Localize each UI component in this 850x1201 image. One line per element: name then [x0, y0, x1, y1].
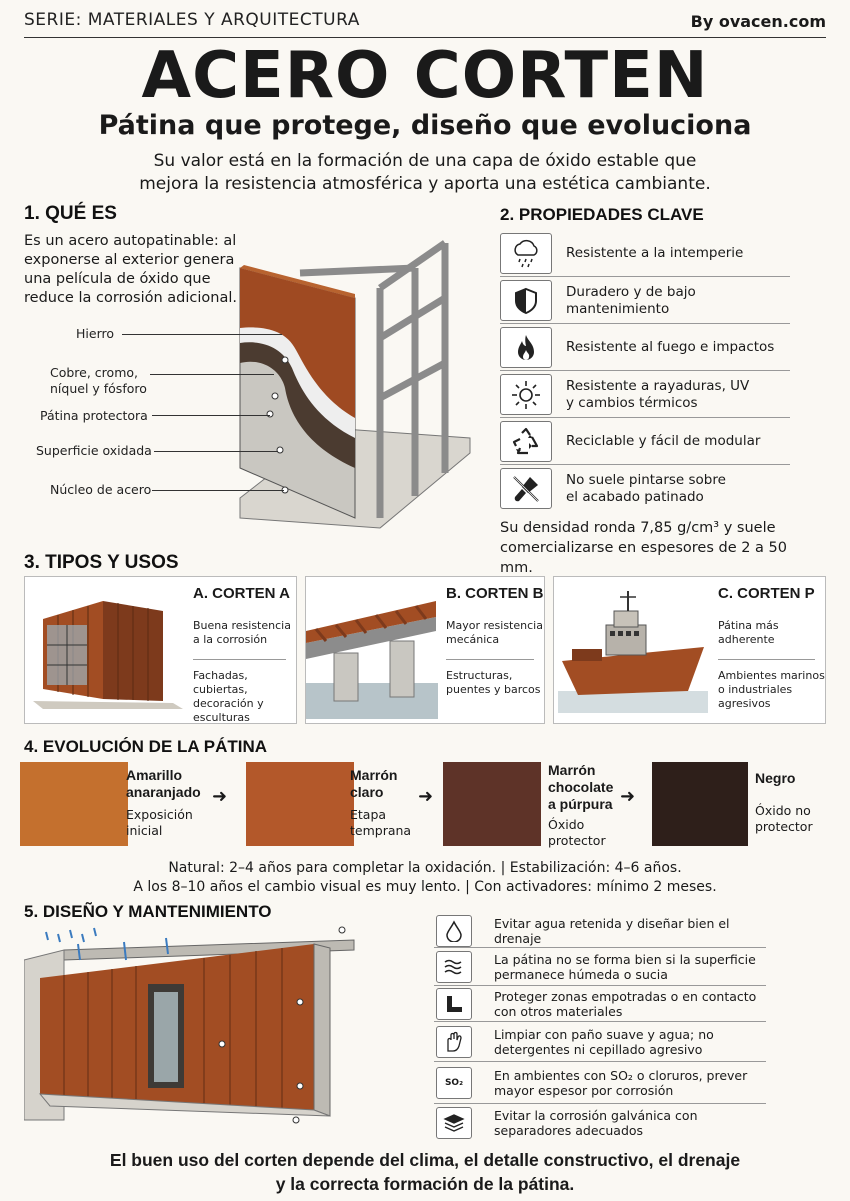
facade-illustration: [24, 920, 364, 1142]
maintenance-label: [494, 914, 766, 948]
patina-note: Natural: 2–4 años para completar la oxidación. | Estabilización: 4–6 años.: [168, 860, 682, 876]
property-row: [500, 277, 790, 324]
maintenance-row: [434, 1062, 766, 1104]
density-line: Su densidad ronda 7,85 g/cm³ y suele: [500, 520, 776, 536]
maintenance-row: [434, 1022, 766, 1062]
section-1-heading: 1. QUÉ ES: [24, 203, 117, 224]
type-property: [193, 619, 291, 647]
property-line: Resistente a la intemperie: [566, 245, 744, 261]
type-property-line: mecánica: [446, 633, 500, 646]
callout-label: Núcleo de acero: [50, 482, 152, 497]
maintenance-row: [434, 986, 766, 1022]
shield-icon: [500, 280, 552, 321]
property-label: [566, 277, 790, 324]
type-uses-line: puentes y barcos: [446, 683, 541, 696]
type-uses: [193, 669, 296, 725]
property-row: [500, 371, 790, 418]
property-label: [566, 371, 749, 418]
stage-desc-line: Óxido: [548, 817, 585, 832]
patina-stage: [548, 762, 613, 849]
patina-swatch: [20, 762, 128, 846]
stage-name-line: Marrón: [350, 767, 398, 783]
property-row: [500, 465, 790, 512]
maintenance-line: Evitar la corrosión galvánica con: [494, 1108, 698, 1123]
stage-desc-line: inicial: [126, 823, 163, 838]
property-line: Duradero y de bajo mantenimiento: [566, 283, 696, 317]
intro-text: [0, 150, 850, 196]
stage-desc-line: Óxido no: [755, 803, 811, 818]
maintenance-label: [494, 986, 766, 1022]
page-subtitle: Pátina que protege, diseño que evoluciona: [98, 110, 752, 141]
density-note: [500, 518, 820, 578]
stage-desc-line: protector: [755, 819, 813, 834]
type-divider: [193, 659, 286, 660]
section-1-description: Es un acero autopatinable: al exponerse al exterior genera una película de óxido que reduce la corrosión adicional.: [24, 233, 238, 306]
stage-name-line: Amarillo: [126, 767, 183, 783]
arrow-right-icon: ➜: [418, 786, 434, 807]
series-label: SERIE: MATERIALES Y ARQUITECTURA: [24, 10, 360, 30]
maintenance-row: [434, 948, 766, 986]
stage-desc-line: Exposición: [126, 807, 193, 822]
type-title: C. CORTEN P: [718, 585, 815, 602]
layers-icon: [436, 1107, 472, 1139]
patina-swatch: [246, 762, 354, 846]
callout-label: Hierro: [76, 326, 114, 341]
maintenance-line: En ambientes con SO₂ o cloruros, prever: [494, 1068, 748, 1083]
section-2-heading: 2. PROPIEDADES CLAVE: [500, 205, 704, 224]
property-line: Resistente al fuego e impactos: [566, 339, 775, 355]
stage-name-line: anaranjado: [126, 784, 201, 800]
page-title: ACERO CORTEN: [141, 39, 709, 113]
type-property-line: Mayor resistencia: [446, 619, 543, 632]
maintenance-line: mayor espesor por corrosión: [494, 1083, 674, 1098]
type-divider: [718, 659, 815, 660]
type-property: [446, 619, 543, 647]
section-4-heading: 4. EVOLUCIÓN DE LA PÁTINA: [24, 737, 268, 756]
footer-line: y la correcta formación de la pátina.: [275, 1174, 575, 1194]
maintenance-line: con otros materiales: [494, 1004, 623, 1019]
type-uses-line: Fachadas, cubiertas,: [193, 669, 248, 696]
patina-stage: [350, 767, 411, 839]
stage-name-line: a púrpura: [548, 796, 613, 812]
stage-name-line: Negro: [755, 770, 796, 786]
type-uses: [446, 669, 541, 697]
maintenance-line: Limpiar con paño suave y agua; no: [494, 1027, 714, 1042]
type-uses-line: esculturas: [193, 711, 250, 724]
type-title: B. CORTEN B: [446, 585, 544, 602]
intro-line-2: mejora la resistencia atmosférica y aporta una estética cambiante.: [139, 174, 711, 194]
type-uses-line: Ambientes marinos: [718, 669, 825, 682]
corner-angle-icon: [436, 988, 472, 1020]
property-line: Reciclable y fácil de modular: [566, 433, 761, 449]
patina-stage: [755, 770, 813, 835]
maintenance-line: detergentes ni cepillado agresivo: [494, 1042, 703, 1057]
maintenance-label: [494, 1062, 766, 1104]
intro-line-1: Su valor está en la formación de una capa de óxido estable que: [153, 151, 697, 171]
type-uses-line: agresivos: [718, 697, 771, 710]
callout-label: Superficie oxidada: [36, 443, 152, 458]
property-row: [500, 324, 790, 371]
property-line: Resistente a rayaduras, UV: [566, 377, 750, 394]
density-line: comercializarse en espesores de 2 a 50 mm.: [500, 540, 788, 576]
cleaning-hand-icon: [436, 1026, 472, 1058]
humidity-waves-icon: [436, 951, 472, 983]
footer-text: [0, 1148, 850, 1196]
callout-label: [50, 365, 147, 397]
recycle-icon: [500, 421, 552, 462]
property-line: y cambios térmicos: [566, 394, 698, 411]
maintenance-line: Evitar agua retenida y diseñar bien el drenaje: [494, 916, 730, 946]
type-divider: [446, 659, 534, 660]
property-label: [566, 230, 743, 277]
stage-desc-line: protector: [548, 833, 606, 848]
water-drop-icon: [436, 915, 472, 947]
property-row: [500, 230, 790, 277]
type-card: [305, 576, 545, 724]
callout-line: [152, 415, 270, 416]
section-3-heading: 3. TIPOS Y USOS: [24, 552, 179, 573]
flame-icon: [500, 327, 552, 368]
stage-name-line: claro: [350, 784, 384, 800]
type-uses: [718, 669, 825, 711]
callout-line: [150, 374, 274, 375]
type-title: A. CORTEN A: [193, 585, 290, 602]
cloud-rain-icon: [500, 233, 552, 274]
type-property-line: a la corrosión: [193, 633, 268, 646]
stage-desc-line: temprana: [350, 823, 412, 838]
property-row: [500, 418, 790, 465]
type-property: [718, 619, 779, 647]
type-card: [24, 576, 297, 724]
callout-label-line: Cobre, cromo,: [50, 365, 138, 380]
property-label: [566, 418, 760, 465]
type-property-line: Pátina más: [718, 619, 779, 632]
callout-line: [152, 490, 284, 491]
no-paint-brush-icon: [500, 468, 552, 509]
byline: By ovacen.com: [690, 12, 826, 31]
patina-stage: [126, 767, 201, 839]
patina-swatch: [652, 762, 748, 846]
maintenance-line: La pátina no se forma bien si la superficie: [494, 952, 756, 967]
maintenance-label: [494, 948, 766, 986]
arrow-right-icon: ➜: [212, 786, 228, 807]
property-line: el acabado patinado: [566, 488, 704, 505]
callout-label-line: níquel y fósforo: [50, 381, 147, 396]
ship-illustration: [558, 587, 708, 713]
maintenance-line: separadores adecuados: [494, 1123, 644, 1138]
property-label: [566, 324, 774, 371]
stage-desc-line: Etapa: [350, 807, 387, 822]
callout-line: [122, 334, 282, 335]
footer-line: El buen uso del corten depende del clima, el detalle constructivo, el drenaje: [109, 1150, 741, 1170]
so2-cloud-icon: SO₂: [436, 1067, 472, 1099]
callout-label: Pátina protectora: [40, 408, 148, 423]
maintenance-line: permanece húmeda o sucia: [494, 967, 668, 982]
sun-icon: [500, 374, 552, 415]
callout-line: [154, 451, 278, 452]
type-uses-line: o industriales: [718, 683, 793, 696]
maintenance-row: [434, 914, 766, 948]
corten-layers-illustration: [230, 228, 480, 530]
property-line: No suele pintarse sobre: [566, 471, 726, 488]
maintenance-label: [494, 1104, 766, 1142]
type-uses-line: decoración y: [193, 697, 264, 710]
type-card: [553, 576, 826, 724]
type-property-line: Buena resistencia: [193, 619, 291, 632]
property-label: [566, 465, 726, 512]
section-5-heading: 5. DISEÑO Y MANTENIMIENTO: [24, 902, 272, 921]
building-illustration: [33, 589, 185, 713]
maintenance-line: Proteger zonas empotradas o en contacto: [494, 989, 757, 1004]
patina-swatch: [443, 762, 541, 846]
patina-note: A los 8–10 años el cambio visual es muy lento. | Con activadores: mínimo 2 meses.: [133, 879, 717, 895]
type-uses-line: Estructuras,: [446, 669, 513, 682]
maintenance-label: [494, 1022, 766, 1062]
maintenance-row: [434, 1104, 766, 1142]
arrow-right-icon: ➜: [620, 786, 636, 807]
bridge-illustration: [306, 587, 438, 719]
stage-name-line: chocolate: [548, 779, 614, 795]
type-property-line: adherente: [718, 633, 775, 646]
stage-name-line: Marrón: [548, 762, 596, 778]
